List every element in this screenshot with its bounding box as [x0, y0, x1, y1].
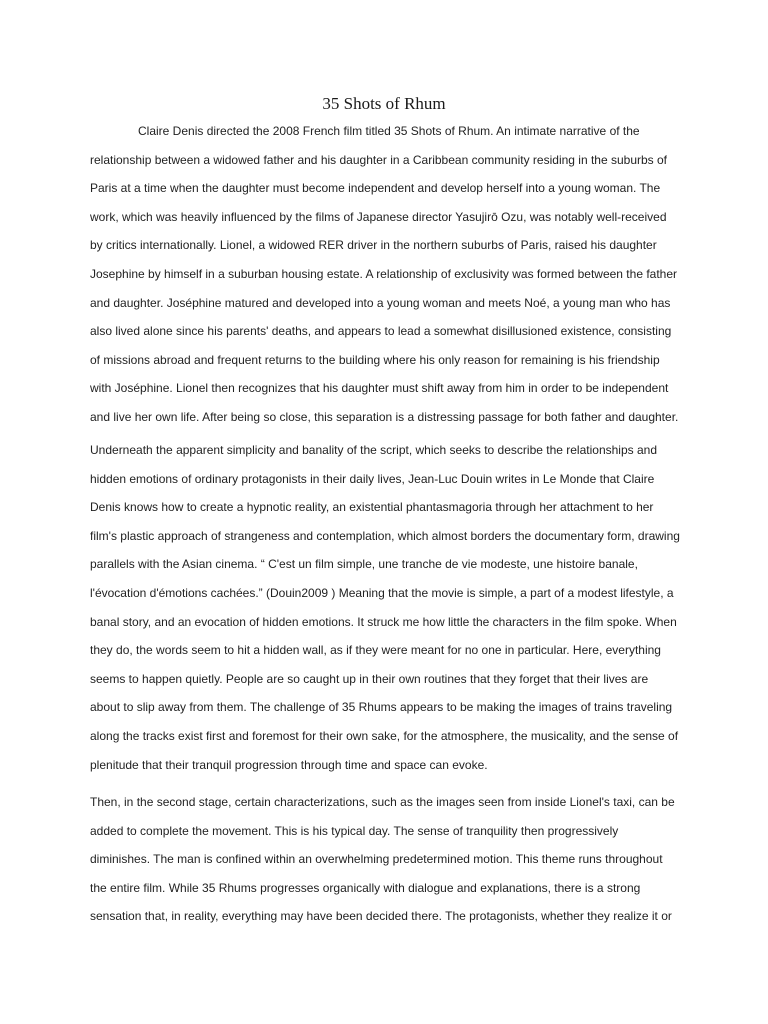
text-line: and live her own life. After being so close, this separation is a distressing passage for both father and daughter. — [90, 409, 679, 424]
text-line: Paris at a time when the daughter must become independent and develop herself into a young woman. The — [90, 181, 661, 196]
text-line: the entire film. While 35 Rhums progresses organically with dialogue and explanations, there is a strong — [90, 880, 641, 895]
text-line: banal story, and an evocation of hidden emotions. It struck me how little the characters in the film spoke. When — [90, 614, 677, 629]
text-line: of missions abroad and frequent returns to the building where his only reason for remaining is his friendship — [90, 352, 660, 367]
text-line: by critics internationally. Lionel, a widowed RER driver in the northern suburbs of Paris, raised his daughter — [90, 238, 657, 253]
text-line: seems to happen quietly. People are so caught up in their own routines that they forget that their lives are — [90, 671, 649, 686]
paragraph-3 — [90, 788, 682, 931]
text-line: along the tracks exist first and foremost for their own sake, for the atmosphere, the musicality, and the sense of — [90, 728, 679, 743]
text-line: sensation that, in reality, everything may have been decided there. The protagonists, whether they realize it or — [90, 909, 672, 924]
text-line: plenitude that their tranquil progression through time and space can evoke. — [90, 757, 488, 772]
text-line: about to slip away from them. The challenge of 35 Rhums appears to be making the images of trains traveling — [90, 700, 673, 715]
text-line: added to complete the movement. This is his typical day. The sense of tranquility then progressively — [90, 823, 619, 838]
text-line: and daughter. Joséphine matured and developed into a young woman and meets Noé, a young man who has — [90, 295, 671, 310]
text-line: with Joséphine. Lionel then recognizes that his daughter must shift away from him in order to be independent — [90, 381, 669, 396]
text-line: hidden emotions of ordinary protagonists in their daily lives, Jean-Luc Douin writes in Le Monde that Claire — [90, 471, 655, 486]
text-line: l'évocation d'émotions cachées.” (Douin2009 ) Meaning that the movie is simple, a part of a modest lifestyle, a — [90, 585, 674, 600]
text-line: relationship between a widowed father and his daughter in a Caribbean community residing in the suburbs of — [90, 152, 668, 167]
text-line: Josephine by himself in a suburban housing estate. A relationship of exclusivity was formed between the father — [90, 266, 678, 281]
paragraph-2 — [90, 436, 682, 779]
document-title: 35 Shots of Rhum — [322, 94, 446, 113]
text-line: also lived alone since his parents' deaths, and appears to lead a somewhat disillusioned existence, consisting — [90, 324, 672, 339]
text-line: film's plastic approach of strangeness and contemplation, which almost borders the documentary form, drawing — [90, 528, 680, 543]
paragraph-1 — [90, 117, 682, 432]
text-line: Underneath the apparent simplicity and banality of the script, which seeks to describe the relationships and — [90, 443, 657, 457]
text-line: diminishes. The man is confined within an overwhelming predetermined motion. This theme runs throughout — [90, 852, 663, 867]
text-line: Then, in the second stage, certain characterizations, such as the images seen from inside Lionel's taxi, can be — [90, 795, 675, 809]
text-line: parallels with the Asian cinema. “ C'est un film simple, une tranche de vie modeste, une histoire banale, — [90, 557, 638, 572]
text-line: Claire Denis directed the 2008 French film titled 35 Shots of Rhum. An intimate narrative of the — [138, 124, 640, 138]
text-line: Denis knows how to create a hypnotic reality, an existential phantasmagoria through her attachment to her — [90, 500, 654, 515]
text-line: work, which was heavily influenced by the films of Japanese director Yasujirō Ozu, was notably well-received — [90, 209, 667, 224]
text-line: they do, the words seem to hit a hidden wall, as if they were meant for no one in particular. Here, everything — [90, 643, 661, 658]
